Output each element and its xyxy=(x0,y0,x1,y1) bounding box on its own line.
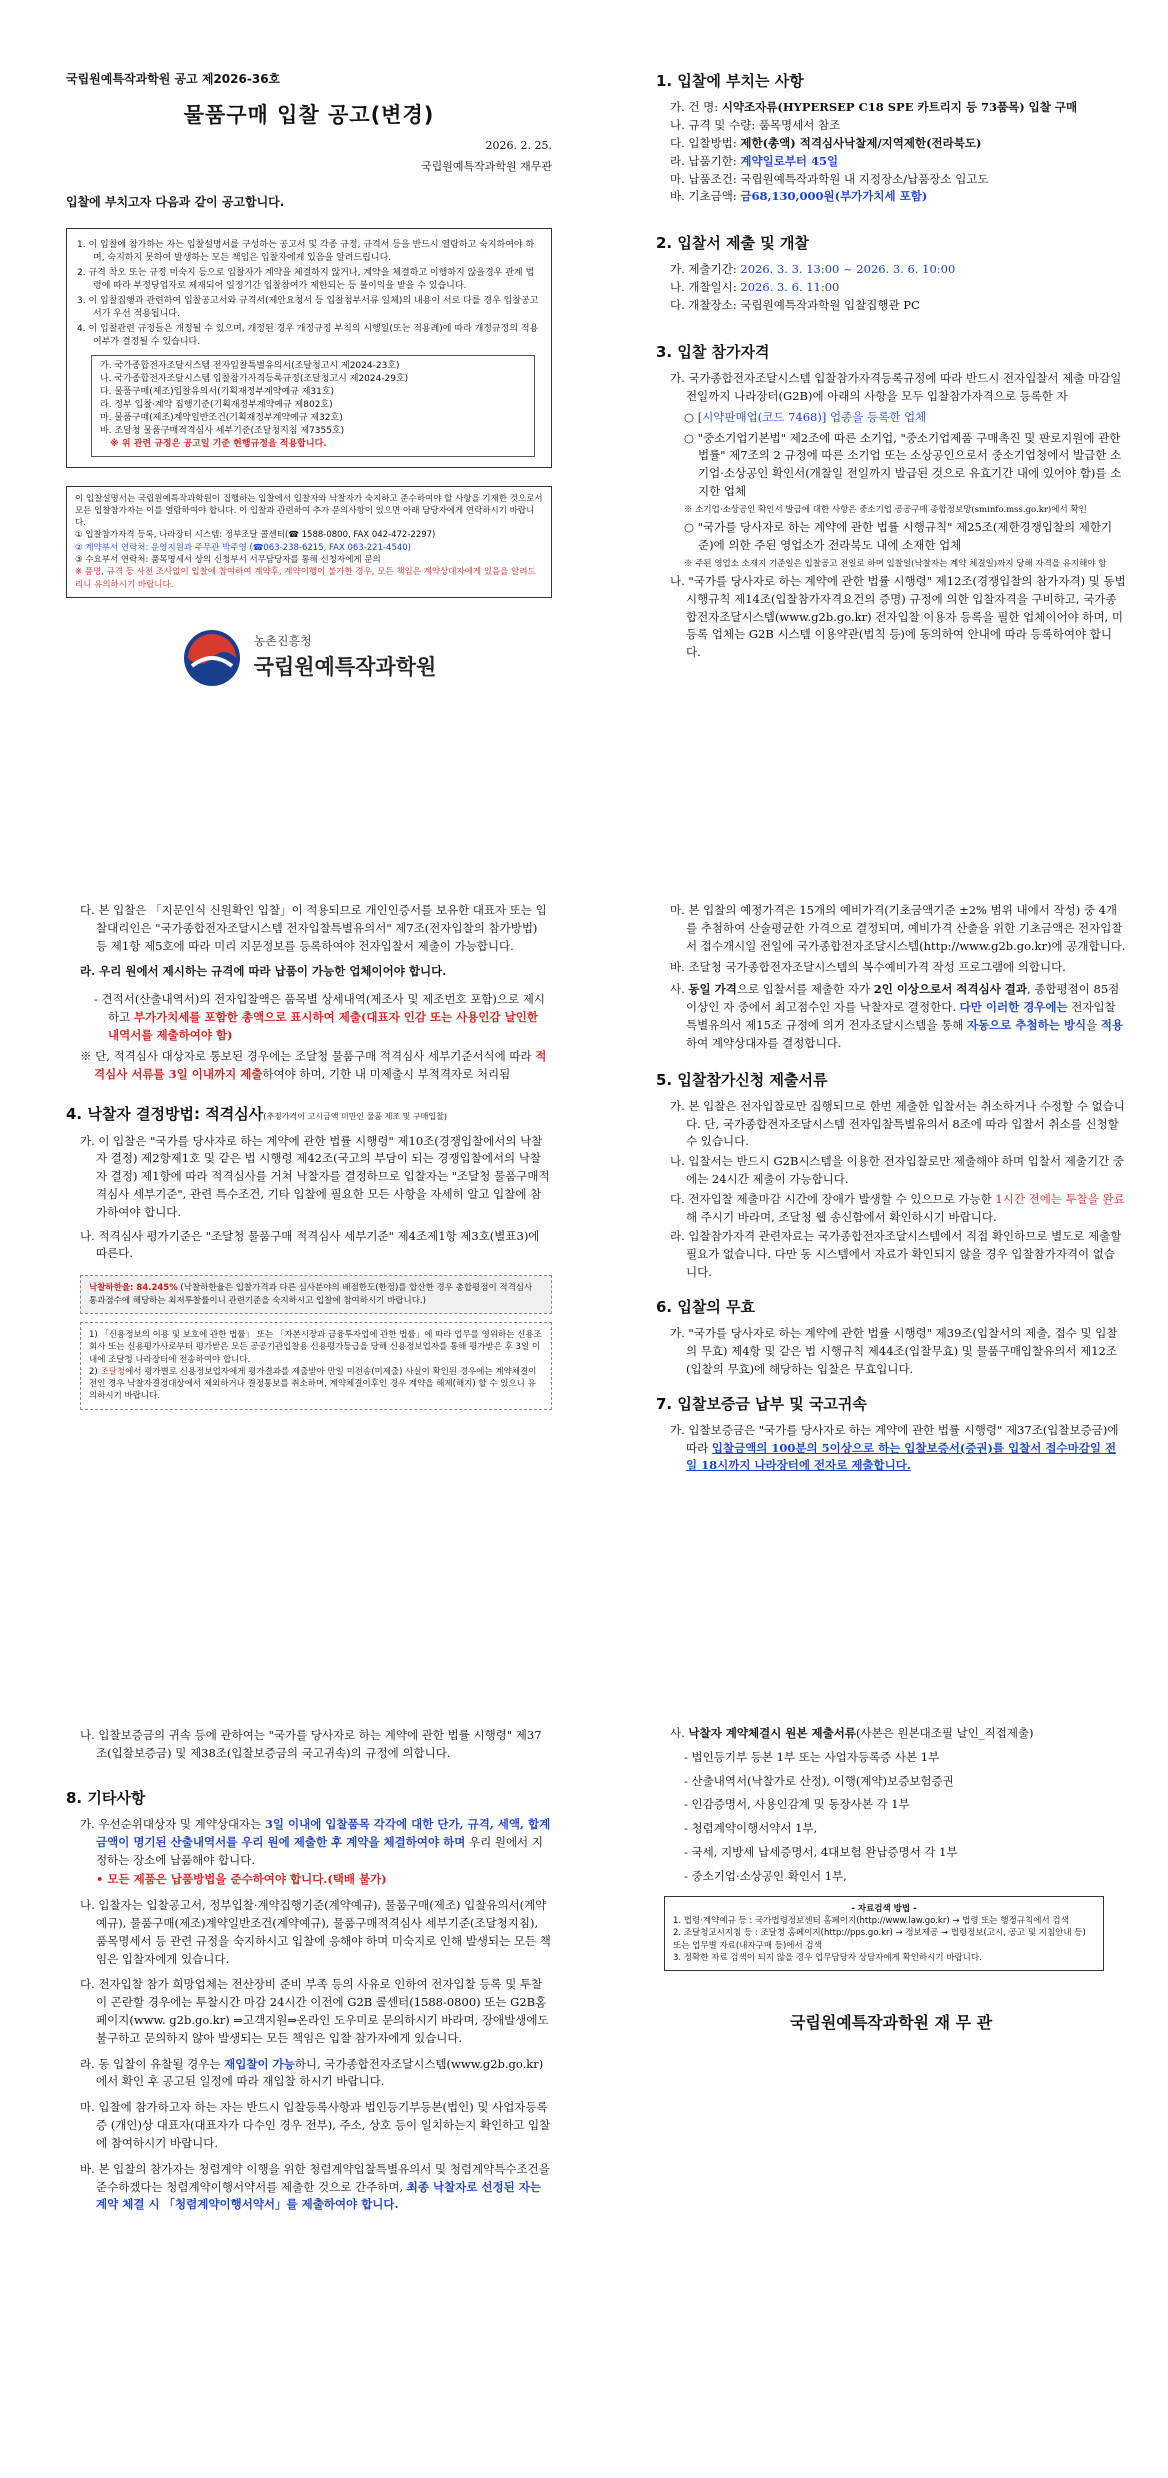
s1-item: 라. 납품기한: 계약일로부터 45일 xyxy=(670,153,839,168)
credit-note: 1) 「신용정보의 이용 및 보호에 관한 법률」 또는 「자본시장과 금융투자업에 관한 법률」에 따라 업무를 영위하는 신용조회사 또는 신용평가사로부터 평가받은 모든 공공기관입찰용 신용평가등급을 당해 신용정보업자를 통해 평가받은 후 3일 이내에 조달청 나라장터에 전송하여야 합니다. xyxy=(89,1329,542,1365)
credit-notice-box xyxy=(80,1322,552,1410)
s3-item-b: 나. "국가를 당사자로 하는 계약에 관한 법률 시행령" 제12조(경쟁입찰의 참가자격) 및 동법 시행규칙 제14조(입찰참가자격요건의 증명) 규정에 의한 입찰자격을 구비하고, 국가종합전자조달시스템(www.g2b.go.kr) 전자입찰 이용자 등록을 필한 업체이어야 하며, 미등록 업체는 G2B 시스템 이용약관(법칙 등)에 동의하여 안내에 따라 등록하여야 합니다. xyxy=(670,574,1126,660)
contact-warning: ※ 품명, 규격 등 사전 조사없이 입찰에 참여하여 계약후, 계약이행이 불가한 경우, 모든 책임은 계약상대자에게 있음을 알려드리니 유의하시기 바랍니다. xyxy=(75,567,536,590)
p4-item: 마. 본 입찰의 예정가격은 15개의 예비가격(기초금액기준 ±2% 범위 내에서 작성) 중 4개를 추첨하여 산술평균한 가격으로 결정되며, 예비가격 산출을 위한 기초금액은 전자입찰서 접수개시일 전일에 국가종합전자조달시스템(http://www.g2b.go.kr)에 공개합니다. xyxy=(670,903,1126,953)
page-4 xyxy=(656,900,1126,1600)
section-3-title: 3. 입찰 참가자격 xyxy=(656,342,770,361)
institute-logo xyxy=(66,628,552,688)
s5-item: 나. 입찰서는 반드시 G2B시스템을 이용한 전자입찰로만 제출해야 하며 입찰서 제출기간 중에는 24시간 제출이 가능합니다. xyxy=(670,1154,1124,1186)
page-5 xyxy=(66,1725,552,2455)
s7-item: 가. 입찰보증금은 "국가를 당사자로 하는 계약에 관한 법률 시행령" 제37조(입찰보증금)에 따라 입찰금액의 100분의 5이상으로 하는 입찰보증서(증권)를 입찰서 접수마감일 전일 18시까지 나라장터에 전자로 제출합니다. xyxy=(670,1422,1119,1473)
s4-item: 나. 적격심사 평가기준은 "조달청 물품구매 적격심사 세부기준" 제4조제1항 제3호(별표3)에 따른다. xyxy=(80,1228,540,1261)
notice-issuer: 국립원예특작과학원 재무관 xyxy=(420,160,552,174)
s1-item: 바. 기초금액: 금68,130,000원(부가가치세 포함) xyxy=(670,189,928,204)
s8-item: 나. 입찰자는 입찰공고서, 정부입찰·계약집행기준(계약예규), 물품구매(제조) 입찰유의서(계약예규), 물품구매(제조)계약일반조건(계약예규), 물품구매적격심사 세부기준(조달청지침), 품목명세서 등 관련 규정을 숙지하시고 입찰에 응해야 하며 미숙지로 인해 발생되는 모든 책임은 입찰자에게 있습니다. xyxy=(80,1898,551,1966)
section-4-title: 4. 낙찰자 결정방법: 적격심사(추정가격이 고시금액 미만인 물품 제조 및 구매입찰) xyxy=(66,1105,447,1124)
p4-item: 사. 동일 가격으로 입찰서를 제출한 자가 2인 이상으로서 적격심사 결과, 종합평점이 85점 이상인 자 중에서 최고점수인 자를 낙찰자로 결정한다. 다만 이러한 경우에는 전자입찰특별유의서 제15조 규정에 의거 전자조달시스템을 통해 자동으로 추첨하는 방식을 적용하여 계약상대자를 결정합니다. xyxy=(670,982,1124,1050)
regulation-item: 가. 국가종합전자조달시스템 전자입찰특별유의서(조달청고시 제2024-23호) xyxy=(100,361,400,372)
logo-name: 국립원예특작과학원 xyxy=(253,655,437,680)
page-3 xyxy=(66,900,552,1600)
page-1 xyxy=(66,70,552,750)
p3-dash: - 견적서(산출내역서)의 전자입찰액은 품목별 상세내역(제조사 및 제조번호 포함)으로 제시하고 부가가치세를 포함한 총액으로 표시하여 제출(대표자 인감 또는 사용인감 날인한 내역서를 제출하여야 함) xyxy=(94,992,545,1042)
signature: 국립원예특작과학원 재 무 관 xyxy=(789,2013,993,2033)
rule-item: 4. 이 입찰관련 규정들은 개정될 수 있으며, 개정된 경우 개정규정 부칙의 시행일(또는 적용례)에 따라 개정규정의 적용 여부가 결정될 수 있습니다. xyxy=(77,324,539,348)
s8-bullet: • 모든 제품은 납품방법을 준수하여야 합니다.(택배 불가) xyxy=(96,1872,387,1887)
regulation-note: ※ 위 관련 규정은 공고일 기준 현행규정을 적용합니다. xyxy=(110,439,327,450)
s5-item: 라. 입찰참가자격 관련자료는 국가종합전자조달시스템에서 직접 확인하므로 별도로 제출할 필요가 없습니다. 다만 동 시스템에서 자료가 확인되지 않을 경우 입찰참가자격이 없습니다. xyxy=(670,1229,1122,1280)
rule-item: 3. 이 입찰집행과 관련하여 입찰공고서와 규격서(제안요청서 등 입찰첨부서류 일체)의 내용이 서로 다를 경우 입찰공고서가 우선 적용됩니다. xyxy=(77,296,539,320)
s2-item: 다. 개찰장소: 국립원예특작과학원 입찰집행관 PC xyxy=(670,298,920,312)
rda-emblem-icon xyxy=(182,628,242,688)
s3-item-a: 가. 국가종합전자조달시스템 입찰참가자격등록규정에 따라 반드시 전자입찰서 제출 마감일 전일까지 나라장터(G2B)에 아래의 사항을 모두 입찰참가자격으로 등록한 자 xyxy=(670,371,1122,403)
s3-bullet: ○ "중소기업기본법" 제2조에 따른 소기업, "중소기업제품 구매촉진 및 판로지원에 관한 법률" 제7조의 2 규정에 따른 소기업 또는 소상공인으로서 중소기업청에서 발급한 소기업·소상공인 확인서(개찰일 전일까지 발급된 것으로 유효기간 내에 있어야 함)를 소지한 업체 xyxy=(684,430,1122,498)
page-title: 물품구매 입찰 공고(변경) xyxy=(183,102,435,127)
contact-intro: 이 입찰설명서는 국립원예특작과학원이 집행하는 입찰에서 입찰자와 낙찰자가 숙지하고 준수하여야 할 사항을 기재한 것으로서 모든 입찰참가자는 이를 열람하여야 합니다. 이 입찰과 관련하여 추가 문의사항이 있으면 아래 담당자에게 연락하시기 바랍니다. xyxy=(75,493,543,529)
s8-item: 다. 전자입찰 참가 희망업체는 전산장비 준비 부족 등의 사유로 인하여 전자입찰 등록 및 투찰이 곤란할 경우에는 투찰시간 마감 24시간 이전에 G2B 콜센터(1588-0800) 또는 G2B홈페이지(www. g2b.go.kr) ⇒고객지원⇒온라인 도우미로 문의하시기 바라며, 장애발생에도 불구하고 문의하지 않아 발생되는 모든 책임은 입찰 참가자에게 있습니다. xyxy=(80,1977,549,2045)
section-1-list xyxy=(656,99,1126,206)
s8-item: 바. 본 입찰의 참가자는 청렴계약 이행을 위한 청렴계약입찰특별유의서 및 청렴계약특수조건을 준수하겠다는 청렴계약이행서약서를 제출한 것으로 간주하며, 최종 낙찰자로 선정된 자는 계약 체결 시 「청렴계약이행서약서」를 제출하여야 합니다. xyxy=(80,2161,550,2212)
contact-line: ③ 수요부서 연락처: 품목명세서 상의 신청부서 서무담당자를 통해 신청자에게 문의 xyxy=(75,555,381,566)
s1-item: 나. 규격 및 수량: 품목명세서 참조 xyxy=(670,118,841,133)
p6-heading: 사. 낙찰자 계약체결시 원본 제출서류(사본은 원본대조필 날인_직접제출) xyxy=(670,1726,1034,1740)
reference-item: 2. 조달청고시지침 등 : 조달청 홈페이지(http://pps.go.kr) → 정보제공 → 법령정보(고시, 공고 및 지침안내 등) 또는 업무별 자료(내자구매 등)에서 검색 xyxy=(673,1928,1086,1951)
s2-item: 가. 제출기간: 2026. 3. 3. 13:00 ~ 2026. 3. 6. 10:00 xyxy=(670,262,956,277)
s1-item: 가. 건 명: 시약조자류(HYPERSEP C18 SPE 카트리지 등 73품목) 입찰 구매 xyxy=(670,100,1078,115)
doc-item: - 청렴계약이행서약서 1부, xyxy=(684,1821,818,1836)
contact-line: ② 계약부서 연락처: 운영지원과 주무관 박주영 (☎063-238-6215, FAX 063-221-4540) xyxy=(75,542,411,553)
p4-item: 바. 조달청 국가종합전자조달시스템의 복수예비가격 작성 프로그램에 의합니다. xyxy=(670,960,1066,975)
doc-item: - 중소기업·소상공인 확인서 1부, xyxy=(684,1868,847,1883)
regulation-item: 바. 조달청 물품구매적격심사 세부기준(조달청지침 제7355호) xyxy=(100,426,345,437)
section-8-title: 8. 기타사항 xyxy=(66,1788,146,1807)
section-7-title: 7. 입찰보증금 납부 및 국고귀속 xyxy=(656,1394,867,1413)
logo-org: 농촌진흥청 xyxy=(253,634,312,649)
s3-bullet: ○ "국가를 당사자로 하는 계약에 관한 법률 시행규칙" 제25조(제한경쟁입찰의 제한기준)에 의한 주된 영업소가 전라북도 내에 소재한 업체 xyxy=(684,520,1113,552)
s3-bullet: ○ [시약판매업(코드 7468)] 업종을 등록한 업체 xyxy=(684,409,927,424)
regulation-item: 라. 정부 입찰·계약 집행기준(기획재정부계약예규 제802호) xyxy=(100,400,333,411)
s3-note: ※ 주된 영업소 소재지 기준일은 입찰공고 전일로 하며 입찰일(낙찰자는 계약 체결일)까지 당해 자격을 유지해야 함 xyxy=(684,558,1107,569)
s6-item: 가. "국가를 당사자로 하는 계약에 관한 법률 시행령" 제39조(입찰서의 제출, 접수 및 입찰의 무효) 제4항 및 같은 법 시행규칙 제44조(입찰무효) 및 물품구매입찰유의서 제12조(입찰의 무효)에 해당하는 입찰은 무효입니다. xyxy=(670,1326,1118,1376)
notice-date: 2026. 2. 25. xyxy=(485,139,552,153)
rule-item: 2. 규격 착오 또는 규정 미숙지 등으로 입찰자가 계약을 체결하지 않거나, 계약을 체결하고 이행하지 않을경우 관계 법령에 따라 부정당업자로 제재되어 일정기간 입찰참여가 제한되는 등 불이익을 받을 수 있습니다. xyxy=(77,267,535,291)
reference-box xyxy=(664,1896,1104,1972)
p3-item: 다. 본 입찰은 「지문인식 신원확인 입찰」이 적용되므로 개인인증서를 보유한 대표자 또는 입찰대리인은 "국가종합전자조달시스템 전자입찰특별유의서" 제7조(전자입찰의 참가방법) 등 제1항 제5호에 따라 미리 지문정보를 등록하여야 전자입찰서 제출이 가능합니다. xyxy=(80,903,547,953)
reference-item: 1. 법령·계약예규 등 : 국가법령정보센터 홈페이지(http://www.law.go.kr) → 법령 또는 행정규칙에서 검색 xyxy=(673,1916,1069,1926)
s8-item: 마. 입찰에 참가하고자 하는 자는 반드시 입찰등록사항과 법인등기부등본(법인) 및 사업자등록증 (개인)상 대표자(대표자가 다수인 경우 전부), 주소, 상호 등이 일치하는지 확인하고 입찰에 참여하시기 바랍니다. xyxy=(80,2100,551,2150)
notice-number: 국립원예특작과학원 공고 제2026-36호 xyxy=(66,72,281,86)
doc-item: - 인감증명서, 사용인감계 및 동장사본 각 1부 xyxy=(684,1797,910,1812)
doc-item: - 법인등기부 등본 1부 또는 사업자등록증 사본 1부 xyxy=(684,1749,940,1764)
regulation-item: 나. 국가종합전자조달시스템 입찰참가자격등록규정(조달청고시 제2024-29호) xyxy=(100,374,409,385)
page-2 xyxy=(656,70,1126,770)
doc-item: - 국세, 지방세 납세증명서, 4대보험 완납증명서 각 1부 xyxy=(684,1845,958,1860)
section-2-title: 2. 입찰서 제출 및 개찰 xyxy=(656,234,809,253)
regulation-item: 다. 물품구매(제조)입찰유의서(기획재정부계약예규 제31호) xyxy=(100,387,335,398)
required-docs-list xyxy=(670,1749,1126,1886)
regulations-box xyxy=(91,355,535,456)
section-3-body xyxy=(656,370,1126,662)
regulation-item: 마. 물품구매(제조)계약일반조건(기획재정부계약예규 제32호) xyxy=(100,413,343,424)
s8-item: 가. 우선순위대상자 및 계약상대자는 3일 이내에 입찰품목 각각에 대한 단가, 규격, 세액, 합계금액이 명기된 산출내역서를 우리 원에 제출한 후 계약을 체결하여야 하며 우리 원에서 지정하는 장소에 납품해야 합니다. xyxy=(80,1816,551,1867)
s1-item: 마. 납품조건: 국립원예특작과학원 내 지정장소/납품장소 입고도 xyxy=(670,171,989,186)
p5-item: 나. 입찰보증금의 귀속 등에 관하여는 "국가를 당사자로 하는 계약에 관한 법률 시행령" 제37조(입찰보증금) 및 제38조(입찰보증금의 국고귀속)의 규정에 의합니다. xyxy=(80,1728,542,1760)
section-5-title: 5. 입찰참가신청 제출서류 xyxy=(656,1070,828,1089)
rules-box xyxy=(66,228,552,468)
s2-item: 나. 개찰일시: 2026. 3. 6. 11:00 xyxy=(670,280,840,295)
s3-note: ※ 소기업·소상공인 확인서 발급에 대한 사항은 중소기업 공공구매 종합정보망(sminfo.mss.go.kr)에서 확인 xyxy=(684,504,1087,515)
credit-note: 2) 조달청에서 평가별로 신용정보업자에게 평가결과를 제출받아 만일 미전송(미제출) 사실이 확인된 경우에는 계약체결이전인 경우 낙찰자결정대상에서 제외하거나 결정통보를 취소하며, 계약체결이후인 경우 계약을 해제(해지) 할 수 있으니 유의하시기 바랍니다. xyxy=(89,1366,537,1402)
doc-item: - 산출내역서(낙찰가로 산정), 이행(계약)보증보험증권 xyxy=(684,1773,954,1788)
s5-item: 가. 본 입찰은 전자입찰로만 집행되므로 한번 제출한 입찰서는 취소하거나 수정할 수 없습니다. 단, 국가종합전자조달시스템 전자입찰특별유의서 8조에 따라 입찰서 취소를 신청할 수 있습니다. xyxy=(670,1098,1125,1149)
section-1-title: 1. 입찰에 부치는 사항 xyxy=(656,72,804,90)
reference-item: 3. 정확한 자료 검색이 되지 않을 경우 업무담당자 상담자에게 확인하시기 바랍니다. xyxy=(673,1952,982,1963)
s8-item: 라. 동 입찰이 유찰될 경우는 재입찰이 가능하니, 국가종합전자조달시스템(www.g2b.go.kr)에서 확인 후 공고된 일정에 따라 재입찰 하시기 바랍니다. xyxy=(80,2056,544,2089)
contact-box xyxy=(66,486,552,599)
p3-item: 라. 우리 원에서 제시하는 규격에 따라 납품이 가능한 업체이어야 합니다. xyxy=(80,964,447,979)
reference-title: - 자료검색 방법 - xyxy=(851,1903,917,1914)
p3-note: ※ 단, 적격심사 대상자로 통보된 경우에는 조달청 물품구매 적격심사 세부기준서식에 따라 적격심사 서류를 3일 이내까지 제출하여야 하며, 기한 내 미제출시 부적격자로 처리됨 xyxy=(80,1048,547,1081)
section-2-list xyxy=(656,261,1126,314)
intro-text: 입찰에 부치고자 다음과 같이 공고합니다. xyxy=(66,195,285,210)
rule-item: 1. 이 입찰에 참가하는 자는 입찰설명서를 구성하는 공고서 및 각종 규정, 규격서 등을 반드시 열람하고 숙지하여야 하며, 숙지하지 못하여 발생하는 모든 책임은 입찰자에게 있음을 알려드립니다. xyxy=(77,239,535,263)
contact-line: ① 입찰참가자격 등록, 나라장터 시스템: 정부조달 콜센터(☎ 1588-0800, FAX 042-472-2297) xyxy=(75,530,436,541)
lowest-rate-box: 낙찰하한율: 84.245% (낙찰하한율은 입찰가격과 다른 심사분야의 배점한도(한정)를 합산한 경우 총합평점이 적격심사 통과점수에 해당하는 최저투찰률이니 관련기준을 숙지하시고 입찰에 참여하시기 바랍니다.) xyxy=(80,1275,552,1314)
section-6-title: 6. 입찰의 무효 xyxy=(656,1297,756,1316)
s5-item: 다. 전자입찰 제출마감 시간에 장애가 발생할 수 있으므로 가능한 1시간 전에는 투찰을 완료해 주시기 바라며, 조달청 웹 송신함에서 확인하시기 바랍니다. xyxy=(670,1191,1125,1224)
s4-item: 가. 이 입찰은 "국가를 당사자로 하는 계약에 관한 법률 시행령" 제10조(경쟁입찰에서의 낙찰자 결정) 제2항제1호 및 같은 법 시행령 제42조(국고의 부담이 되는 경쟁입찰에서의 낙찰자 결정) 제1항에 따라 적격심사를 거쳐 낙찰자를 결정하므로 입찰자는 "조달청 물품구매적격심사 세부기준", 관련 특수조건, 기타 입찰에 필요한 모든 사항을 자세히 알고 입찰에 참가하여야 합니다. xyxy=(80,1133,550,1219)
page-6 xyxy=(656,1725,1126,2145)
s1-item: 다. 입찰방법: 제한(총액) 적격심사낙찰제/지역제한(전라북도) xyxy=(670,135,982,150)
